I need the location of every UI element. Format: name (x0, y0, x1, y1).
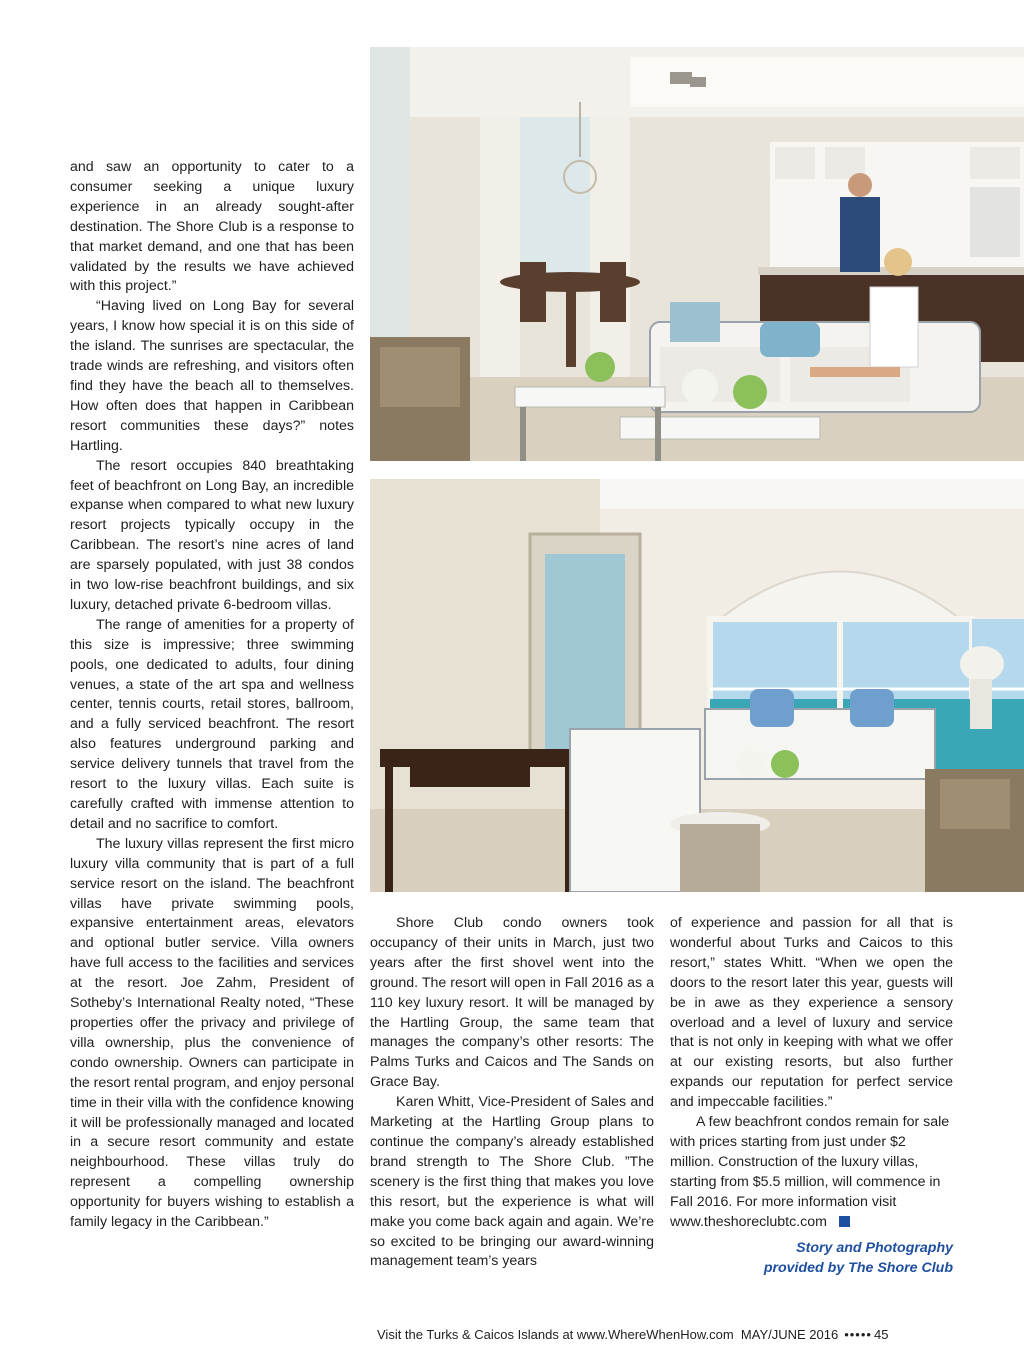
page-footer (377, 1326, 957, 1344)
article-column-3 (670, 914, 953, 1233)
living-room-illustration (370, 47, 1024, 461)
paragraph: The resort occupies 840 breathtaking feet of beachfront on Long Bay, an incredible expanse when compared to what new luxury resort projects typically occupy in the Caribbean. The resort’s nine acres of land are sparsely populated, with just 38 condos in two low-rise beachfront buildings, and six luxury, detached private 6-bedroom villas. (70, 457, 354, 613)
ocean-view-room-illustration (370, 479, 1024, 892)
paragraph: Shore Club condo owners took occupancy of their units in March, just two years after the first shovel went into the ground. The resort will open in Fall 2016 as a 110 key luxury resort. It will be managed by the Hartling Group, the same team that manages the company’s other resorts: The Palms Turks and Caicos and The Sands on Grace Bay. (370, 915, 654, 1091)
paragraph: Karen Whitt, Vice-President of Sales and Marketing at the Hartling Group plans to continue the company’s already established brand strength to The Shore Club. ”The scenery is the first thing that makes you love this resort, but the experience is what will make you come back again and again. We’re so excited to be bringing our award-winning management team’s years (370, 1094, 654, 1270)
issue-date: MAY/JUNE 2016 (740, 1327, 839, 1342)
paragraph: “Having lived on Long Bay for several years, I know how special it is on this side of the island. The sunrises are spectacular, the trade winds are refreshing, and visitors often find they have the beach all to themselves. How often does that happen in Caribbean resort communities these days?” notes Hartling. (70, 298, 354, 454)
paragraph: of experience and passion for all that is wonderful about Turks and Caicos to this resort,” states Whitt. “When we open the doors to the resort later this year, guests will be in awe as they experience a sensory overload and a level of luxury and service that is not only in keeping with what we offer at our existing resorts, but also further expands our reputation for perfect service and impeccable facilities.” (670, 915, 953, 1111)
photo-credit (670, 1238, 953, 1278)
end-of-article-square-icon (839, 1216, 850, 1227)
paragraph-text: A few beachfront condos remain for sale with prices starting from just under $2 million. Construction of the luxury villas, starting from $5.5 million, will commence in Fall 2016. For more information visit www.theshoreclubtc.com (670, 1114, 950, 1230)
paragraph (670, 1113, 953, 1232)
page-number: 45 (873, 1327, 889, 1342)
paragraph: The luxury villas represent the first micro luxury villa community that is part of a full service resort on the island. The beachfront villas have private swimming pools, expansive entertainment areas, elevators and optional butler service. Villa owners have full access to the facilities and services at the resort. Joe Zahm, President of Sotheby’s International Realty noted, “These properties offer the privacy and privilege of villa ownership, plus the convenience of condo ownership. Owners can participate in the resort rental program, and enjoy personal time in their villa with the confidence knowing it will be professionally managed and located in a secure resort community and estate neighbourhood. These villas truly do represent a compelling ownership opportunity for buyers wishing to establish a family legacy in the Caribbean.” (70, 835, 354, 1231)
living-room-photo (370, 47, 1024, 461)
footer-dots: ••••• (844, 1327, 872, 1342)
article-column-2 (370, 914, 654, 1272)
ocean-view-room-photo (370, 479, 1024, 892)
paragraph: The range of amenities for a property of this size is impressive; three swimming pools, one dedicated to adults, four dining venues, a state of the art spa and wellness center, tennis courts, retail stores, ballroom, and a fully serviced beachfront. The resort also features underground parking and service delivery tunnels that travel from the resort to the luxury villas. Each suite is carefully crafted with immense attention to detail and no sacrifice to comfort. (70, 616, 354, 832)
paragraph: and saw an opportunity to cater to a consumer seeking a unique luxury experience in an already sought-after destination. The Shore Club is a response to that market demand, and one that has been validated by the results we have achieved with this project.” (70, 159, 354, 295)
credit-line-2: provided by The Shore Club (763, 1260, 953, 1276)
credit-line-1: Story and Photography (796, 1240, 953, 1256)
article-column-1 (70, 158, 354, 1233)
footer-text: Visit the Turks & Caicos Islands at www.WhereWhenHow.com (377, 1327, 734, 1342)
